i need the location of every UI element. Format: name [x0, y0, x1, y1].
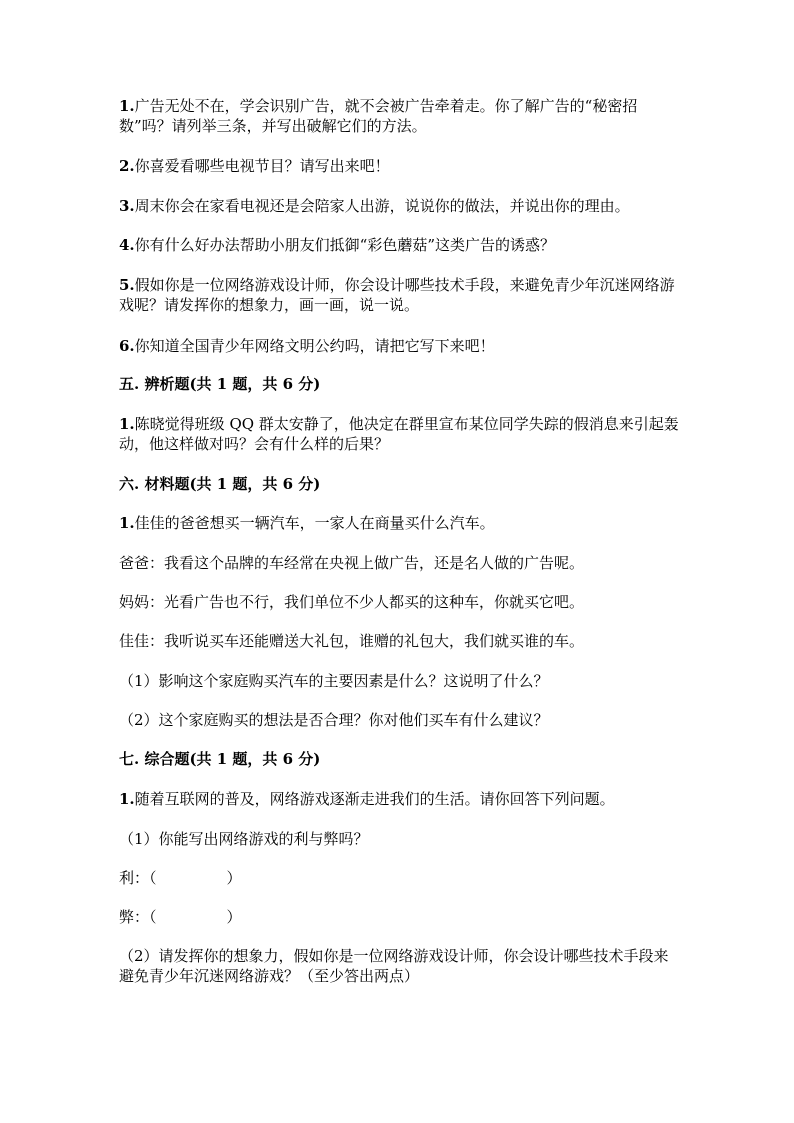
answer-advantage [119, 868, 679, 888]
question-number: 6. [119, 337, 135, 355]
sub-question-7-2: （2）请发挥你的想象力，假如你是一位网络游戏设计师，你会设计哪些技术手段来避免青少年沉迷网络游戏？（至少答出两点） [119, 947, 669, 985]
material-mom: 妈妈：光看广告也不行，我们单位不少人都买的这种车，你就买它吧。 [119, 593, 585, 611]
sub-question-6-2: （2）这个家庭购买的想法是否合理？你对他们买车有什么建议？ [119, 711, 549, 729]
answer-disadvantage [119, 907, 679, 927]
question-text: 假如你是一位网络游戏设计师，你会设计哪些技术手段，来避免青少年沉迷网络游戏呢？请发挥你的想象力，画一画，说一说。 [119, 276, 675, 314]
question-text: 你有什么好办法帮助小朋友们抵御“彩色蘑菇”这类广告的诱惑？ [134, 236, 556, 254]
question-number: 5. [119, 276, 135, 294]
question-number: 3. [119, 197, 135, 215]
section-6-heading: 六. 材料题(共 1 题，共 6 分) [119, 475, 321, 493]
question-6-1 [119, 513, 679, 533]
material-dad: 爸爸：我看这个品牌的车经常在央视上做广告，还是名人做的广告呢。 [119, 554, 585, 572]
close-paren: ） [226, 869, 242, 887]
disadvantage-label: 弊：（ [119, 908, 157, 926]
question-text: 陈晓觉得班级 QQ 群太安静了，他决定在群里宣布某位同学失踪的假消息来引起轰动，他这样做对吗？会有什么样的后果？ [119, 415, 679, 453]
advantage-label: 利：（ [119, 869, 157, 887]
question-4-4 [119, 235, 679, 255]
question-text: 周末你会在家看电视还是会陪家人出游，说说你的做法，并说出你的理由。 [134, 197, 630, 215]
question-number: 4. [119, 236, 135, 254]
material-jiajia: 佳佳：我听说买车还能赠送大礼包，谁赠的礼包大，我们就买谁的车。 [119, 632, 585, 650]
question-number: 1. [119, 97, 135, 115]
question-text: 随着互联网的普及，网络游戏逐渐走进我们的生活。请你回答下列问题。 [134, 790, 615, 808]
section-5-heading: 五. 辨析题(共 1 题，共 6 分) [119, 375, 321, 393]
question-text: 你知道全国青少年网络文明公约吗，请把它写下来吧！ [134, 337, 495, 355]
question-5-1 [119, 414, 679, 454]
section-7-heading: 七. 综合题(共 1 题，共 6 分) [119, 750, 321, 768]
question-4-2 [119, 156, 679, 176]
question-number: 1. [119, 415, 135, 433]
question-text: 你喜爱看哪些电视节目？请写出来吧！ [134, 157, 390, 175]
sub-question-7-1: （1）你能写出网络游戏的利与弊吗？ [119, 830, 369, 848]
sub-question-6-1: （1）影响这个家庭购买汽车的主要因素是什么？这说明了什么？ [119, 672, 549, 690]
question-4-6 [119, 336, 679, 356]
question-number: 1. [119, 790, 135, 808]
question-4-1 [119, 96, 679, 136]
question-7-1 [119, 789, 679, 809]
question-text: 佳佳的爸爸想买一辆汽车，一家人在商量买什么汽车。 [134, 514, 495, 532]
question-number: 1. [119, 514, 135, 532]
question-4-5 [119, 275, 679, 315]
close-paren: ） [226, 908, 242, 926]
question-4-3 [119, 196, 679, 216]
question-number: 2. [119, 157, 135, 175]
question-text: 广告无处不在，学会识别广告，就不会被广告牵着走。你了解广告的“秘密招数”吗？请列举三条，并写出破解它们的方法。 [119, 97, 638, 135]
